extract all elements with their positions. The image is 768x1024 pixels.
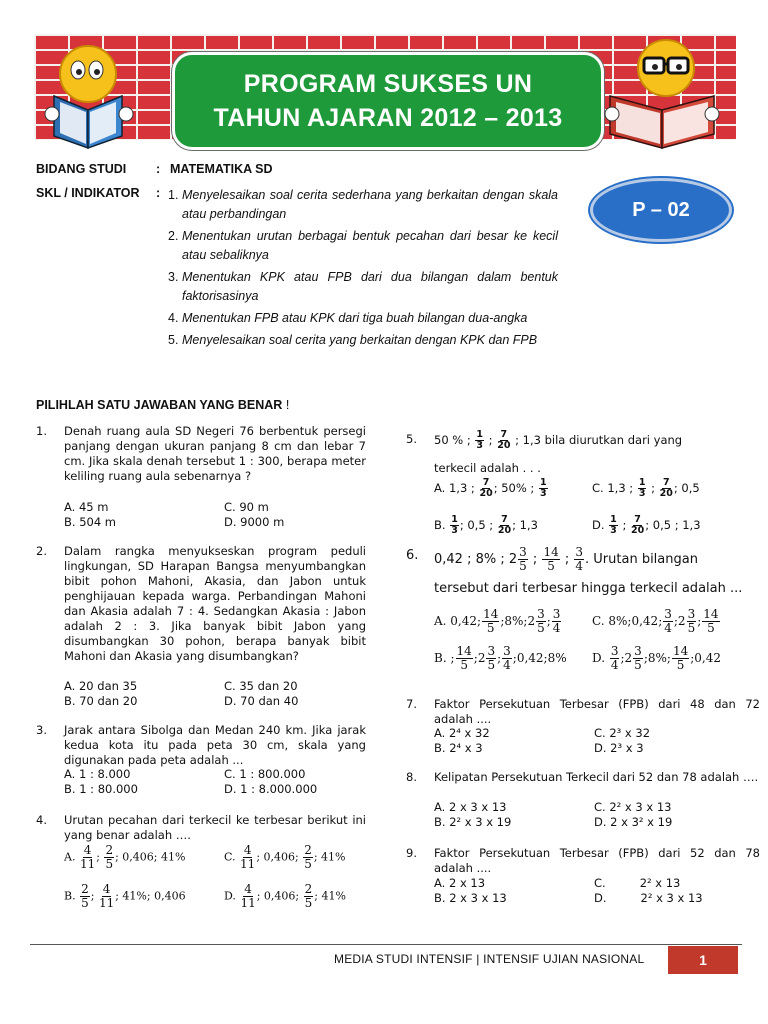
question-7-options (434, 726, 754, 756)
option-d[interactable]: D. $\frac{3}{4}$ ;2 $\frac{3}{5}$ ;8%; $\frac{14}{5}$ ;0,42 (592, 644, 721, 672)
option-a[interactable]: A. 2 x 3 x 13 (434, 800, 507, 814)
option-d[interactable]: D. $\frac{4}{11}$ ; 0,406; $\frac{2}{5}$ ; 41% (224, 882, 346, 910)
option-c[interactable]: C. 2² x 13 (594, 876, 681, 890)
option-c[interactable]: C. $\frac{4}{11}$ ; 0,406; $\frac{2}{5}$ ; 41% (224, 843, 346, 871)
reading-mascot-right-icon (604, 34, 720, 150)
option-a[interactable]: A. 2⁴ x 32 (434, 726, 490, 740)
option-b[interactable]: B. 2⁴ x 3 (434, 741, 483, 755)
option-b[interactable]: B. 2² x 3 x 19 (434, 815, 512, 829)
option-b[interactable]: B. 70 dan 20 (64, 694, 138, 708)
option-c[interactable]: C. 1,3 ; $\frac{1}{3}$ ; $\frac{7}{20}$ ; 0,5 (592, 477, 700, 499)
footer-text: MEDIA STUDI INTENSIF | INTENSIF UJIAN NASIONAL (334, 952, 645, 966)
title-line-1: PROGRAM SUKSES UN (243, 70, 533, 98)
option-c[interactable]: C. 2³ x 32 (594, 726, 651, 740)
question-6-options (434, 608, 762, 672)
option-c[interactable]: C. 35 dan 20 (224, 679, 298, 693)
title-line-2: TAHUN AJARAN 2012 – 2013 (213, 104, 563, 132)
option-d[interactable]: D. 9000 m (224, 515, 285, 529)
option-d[interactable]: D. 2³ x 3 (594, 741, 644, 755)
indicator-item: 1. Menyelesaikan soal cerita sederhana yang berkaitan dengan skala atau perbandingan (168, 188, 558, 221)
option-b[interactable]: B. ; $\frac{14}{5}$ ;2 $\frac{3}{5}$ ; $\frac{3}{4}$ ;0,42;8% (434, 644, 567, 672)
subject-info (36, 160, 576, 178)
program-title-box (172, 52, 604, 150)
question-9-options (434, 876, 754, 906)
option-a[interactable]: A. 1 : 8.000 (64, 767, 131, 781)
option-b[interactable]: B. 1 : 80.000 (64, 782, 138, 796)
colon: : (156, 186, 161, 200)
option-d[interactable]: D. 2² x 3 x 13 (594, 891, 703, 905)
option-a[interactable]: A. 20 dan 35 (64, 679, 138, 693)
option-c[interactable]: C. 1 : 800.000 (224, 767, 306, 781)
option-a[interactable]: A. 45 m (64, 500, 109, 514)
option-d[interactable]: D. 70 dan 40 (224, 694, 299, 708)
question-1-options (64, 500, 384, 530)
option-d[interactable]: D. 1 : 8.000.000 (224, 782, 318, 796)
option-d[interactable]: D. $\frac{1}{3}$ ; $\frac{7}{20}$ ; 0,5 ; 1,3 (592, 514, 701, 536)
bidang-label: BIDANG STUDI (36, 162, 127, 176)
option-b[interactable]: B. $\frac{1}{3}$ ; 0,5 ; $\frac{7}{20}$ ; 1,3 (434, 514, 538, 536)
option-c[interactable]: C. 90 m (224, 500, 269, 514)
question-4-options (64, 844, 384, 910)
option-c[interactable]: C. 8%;0,42; $\frac{3}{4}$ ;2 $\frac{3}{5}$ ; $\frac{14}{5}$ (592, 607, 719, 635)
page-number: 1 (668, 946, 738, 974)
footer-divider (30, 944, 742, 945)
option-b[interactable]: B. 504 m (64, 515, 117, 529)
indicator-item: 2. Menentukan urutan berbagai bentuk pecahan dari besar ke kecil atau sebaliknya (168, 229, 558, 262)
option-a[interactable]: A. 0,42; $\frac{14}{5}$ ;8%;2 $\frac{3}{5}$ ; $\frac{3}{4}$ (434, 607, 561, 635)
option-b[interactable]: B. $\frac{2}{5}$ ; $\frac{4}{11}$ ; 41%; 0,406 (64, 882, 186, 910)
indicator-item: 3. Menentukan KPK atau FPB dari dua bilangan dalam bentuk faktorisasinya (168, 270, 558, 303)
option-a[interactable]: A. $\frac{4}{11}$ ; $\frac{2}{5}$ ; 0,406; 41% (64, 843, 186, 871)
reading-mascot-left-icon (40, 40, 140, 150)
option-a[interactable]: A. 1,3 ; $\frac{7}{20}$ ; 50% ; $\frac{1}{3}$ (434, 477, 547, 499)
question-5-options (434, 478, 752, 536)
instruction-heading: PILIHLAH SATU JAWABAN YANG BENAR ! (36, 398, 290, 412)
option-d[interactable]: D. 2 x 3² x 19 (594, 815, 673, 829)
package-badge: P – 02 (590, 178, 732, 242)
option-c[interactable]: C. 2² x 3 x 13 (594, 800, 672, 814)
indicator-item: 4. Menentukan FPB atau KPK dari tiga buah bilangan dua-angka (168, 311, 528, 325)
skl-label: SKL / INDIKATOR (36, 186, 140, 200)
question-3-options (64, 767, 384, 797)
question-8-options (434, 800, 754, 830)
option-a[interactable]: A. 2 x 13 (434, 876, 486, 890)
option-b[interactable]: B. 2 x 3 x 13 (434, 891, 507, 905)
question-2-options (64, 679, 384, 709)
indicator-item: 5. Menyelesaikan soal cerita yang berkaitan dengan KPK dan FPB (168, 333, 538, 347)
bidang-value: MATEMATIKA SD (170, 162, 273, 176)
colon: : (156, 162, 161, 176)
